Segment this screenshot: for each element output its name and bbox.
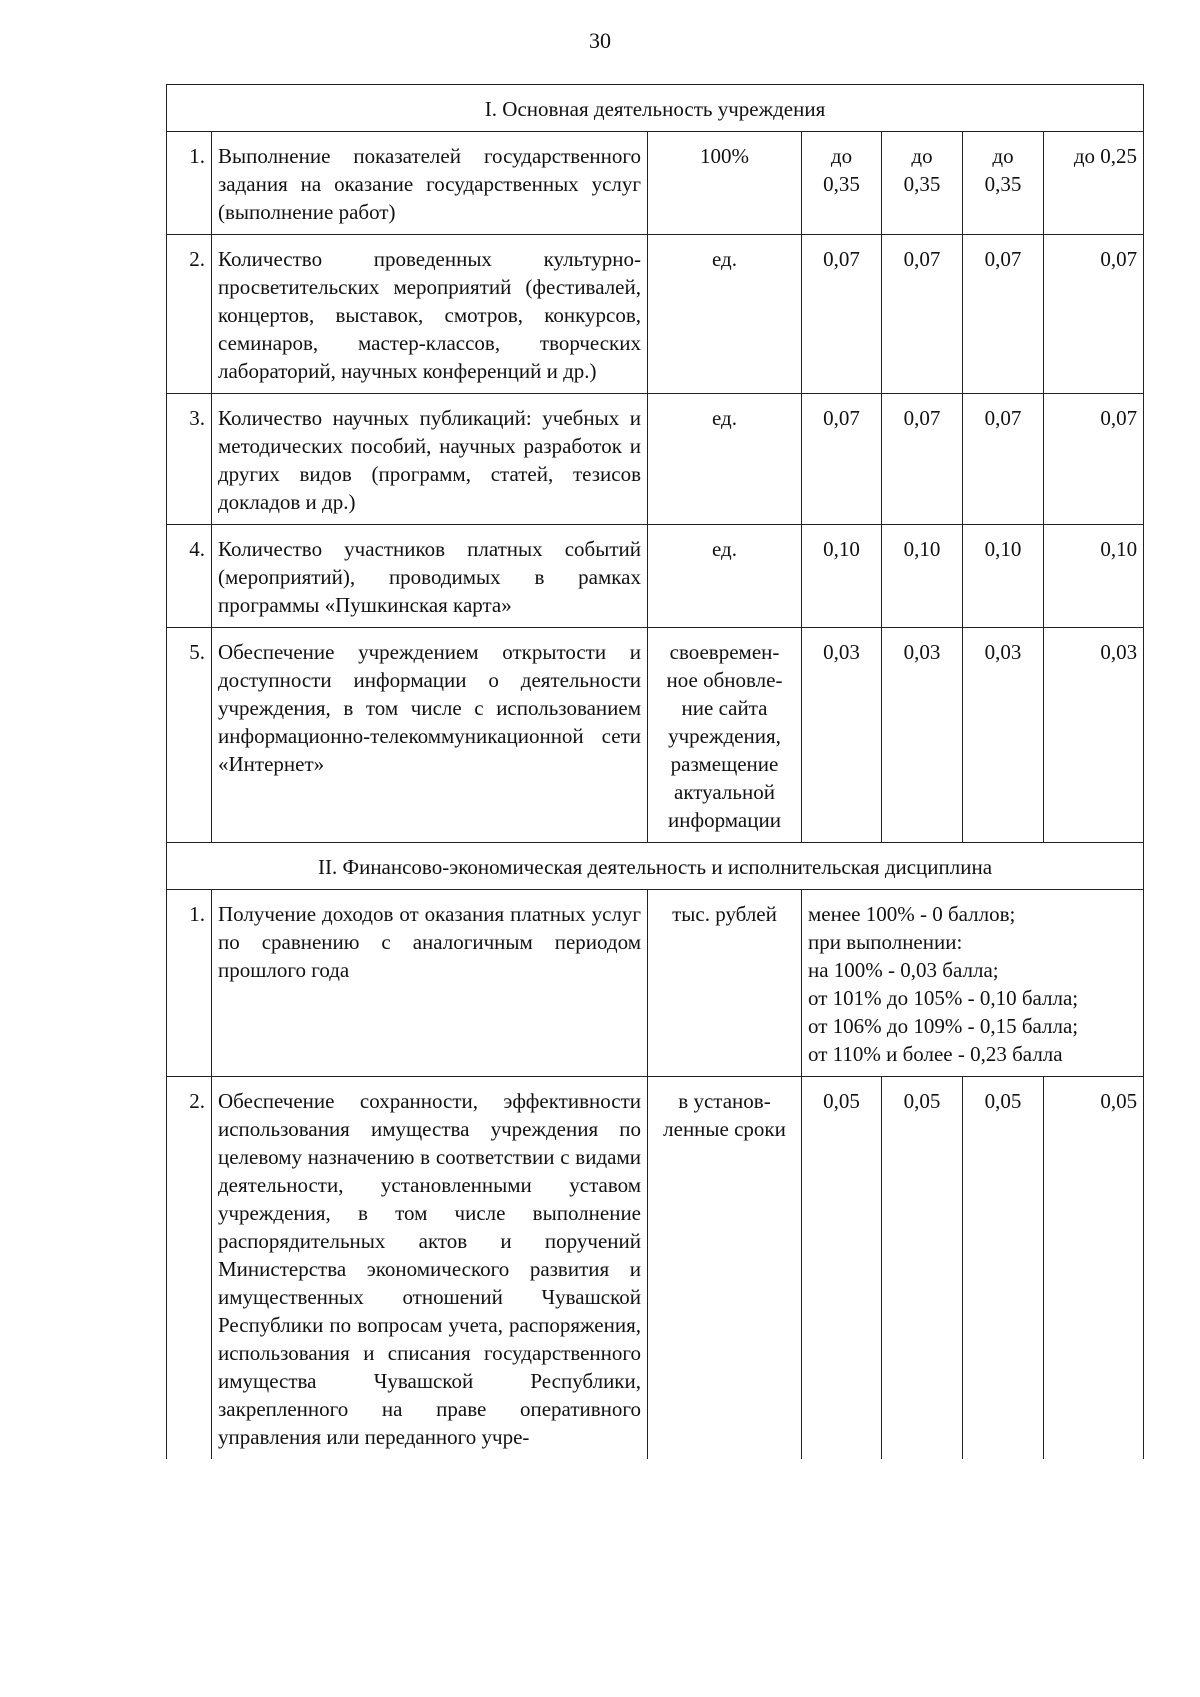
table-row xyxy=(167,628,1144,843)
row-unit: ед. xyxy=(648,235,802,394)
row-value-3: 0,07 xyxy=(963,235,1044,394)
row-value-3: 0,10 xyxy=(963,525,1044,628)
row-value-4: 0,10 xyxy=(1044,525,1144,628)
row-value-1: 0,07 xyxy=(802,394,882,525)
row-value-3: 0,07 xyxy=(963,394,1044,525)
row-value-4: 0,05 xyxy=(1044,1077,1144,1460)
row-description: Обеспечение учреждением открытости и доступности информации о деятельности учреждения, в том числе с использованием информационно-телекоммуникационной сети «Интернет» xyxy=(212,628,648,843)
row-description: Количество участников платных событий (мероприятий), проводимых в рамках программы «Пушкинская карта» xyxy=(212,525,648,628)
row-description: Количество проведенных культурно-просветительских мероприятий (фестивалей, концертов, выставок, смотров, конкурсов, семинаров, мастер-классов, творческих лабораторий, научных конференций и др.) xyxy=(212,235,648,394)
row-number: 3. xyxy=(167,394,212,525)
row-value-3: 0,05 xyxy=(963,1077,1044,1460)
row-value-2: 0,10 xyxy=(882,525,963,628)
section-title: I. Основная деятельность учреждения xyxy=(167,85,1144,132)
row-description: Получение доходов от оказания платных услуг по сравнению с аналогичным периодом прошлого года xyxy=(212,890,648,1077)
table-row xyxy=(167,1077,1144,1460)
row-value-4: 0,03 xyxy=(1044,628,1144,843)
row-number: 1. xyxy=(167,890,212,1077)
row-value-2: 0,05 xyxy=(882,1077,963,1460)
row-number: 1. xyxy=(167,132,212,235)
row-value-4: до 0,25 xyxy=(1044,132,1144,235)
row-value-1: 0,03 xyxy=(802,628,882,843)
row-value-2: 0,07 xyxy=(882,235,963,394)
row-value-1: 0,05 xyxy=(802,1077,882,1460)
table-row xyxy=(167,890,1144,1077)
row-value-4: 0,07 xyxy=(1044,394,1144,525)
row-unit: своевремен- ное обновле- ние сайта учреждения, размещение актуальной информации xyxy=(648,628,802,843)
row-unit: ед. xyxy=(648,525,802,628)
row-value-1: 0,07 xyxy=(802,235,882,394)
row-unit: в установ- ленные сроки xyxy=(648,1077,802,1460)
table-row xyxy=(167,394,1144,525)
row-value-4: 0,07 xyxy=(1044,235,1144,394)
section-title: II. Финансово-экономическая деятельность и исполнительская дисциплина xyxy=(167,843,1144,890)
row-number: 2. xyxy=(167,235,212,394)
page-number: 30 xyxy=(589,28,611,53)
row-unit: тыс. рублей xyxy=(648,890,802,1077)
row-value-1: до 0,35 xyxy=(802,132,882,235)
row-scoring-note: менее 100% - 0 баллов; при выполнении: на 100% - 0,03 балла; от 101% до 105% - 0,10 балла; от 106% до 109% - 0,15 балла; от 110% и более - 0,23 балла xyxy=(802,890,1144,1077)
row-value-2: 0,07 xyxy=(882,394,963,525)
row-unit: ед. xyxy=(648,394,802,525)
row-value-2: 0,03 xyxy=(882,628,963,843)
row-unit: 100% xyxy=(648,132,802,235)
section-header xyxy=(167,85,1144,132)
row-value-2: до 0,35 xyxy=(882,132,963,235)
row-description: Количество научных публикаций: учебных и методических пособий, научных разработок и других видов (программ, статей, тезисов докладов и др.) xyxy=(212,394,648,525)
row-value-3: 0,03 xyxy=(963,628,1044,843)
row-description: Выполнение показателей государственного задания на оказание государственных услуг (выполнение работ) xyxy=(212,132,648,235)
section-header xyxy=(167,843,1144,890)
row-number: 2. xyxy=(167,1077,212,1460)
row-number: 5. xyxy=(167,628,212,843)
row-description: Обеспечение сохранности, эффективности использования имущества учреждения по целевому назначению в соответствии с видами деятельности, установленными уставом учреждения, в том числе выполнение распорядительных актов и поручений Министерства экономического развития и имущественных отношений Чувашской Республики по вопросам учета, распоряжения, использования и списания государственного имущества Чувашской Республики, закрепленного на праве оперативного управления или переданного учре- xyxy=(212,1077,648,1460)
table-row xyxy=(167,132,1144,235)
table-row xyxy=(167,525,1144,628)
row-value-1: 0,10 xyxy=(802,525,882,628)
table-row xyxy=(167,235,1144,394)
row-value-3: до 0,35 xyxy=(963,132,1044,235)
criteria-table xyxy=(166,84,1144,1459)
row-number: 4. xyxy=(167,525,212,628)
